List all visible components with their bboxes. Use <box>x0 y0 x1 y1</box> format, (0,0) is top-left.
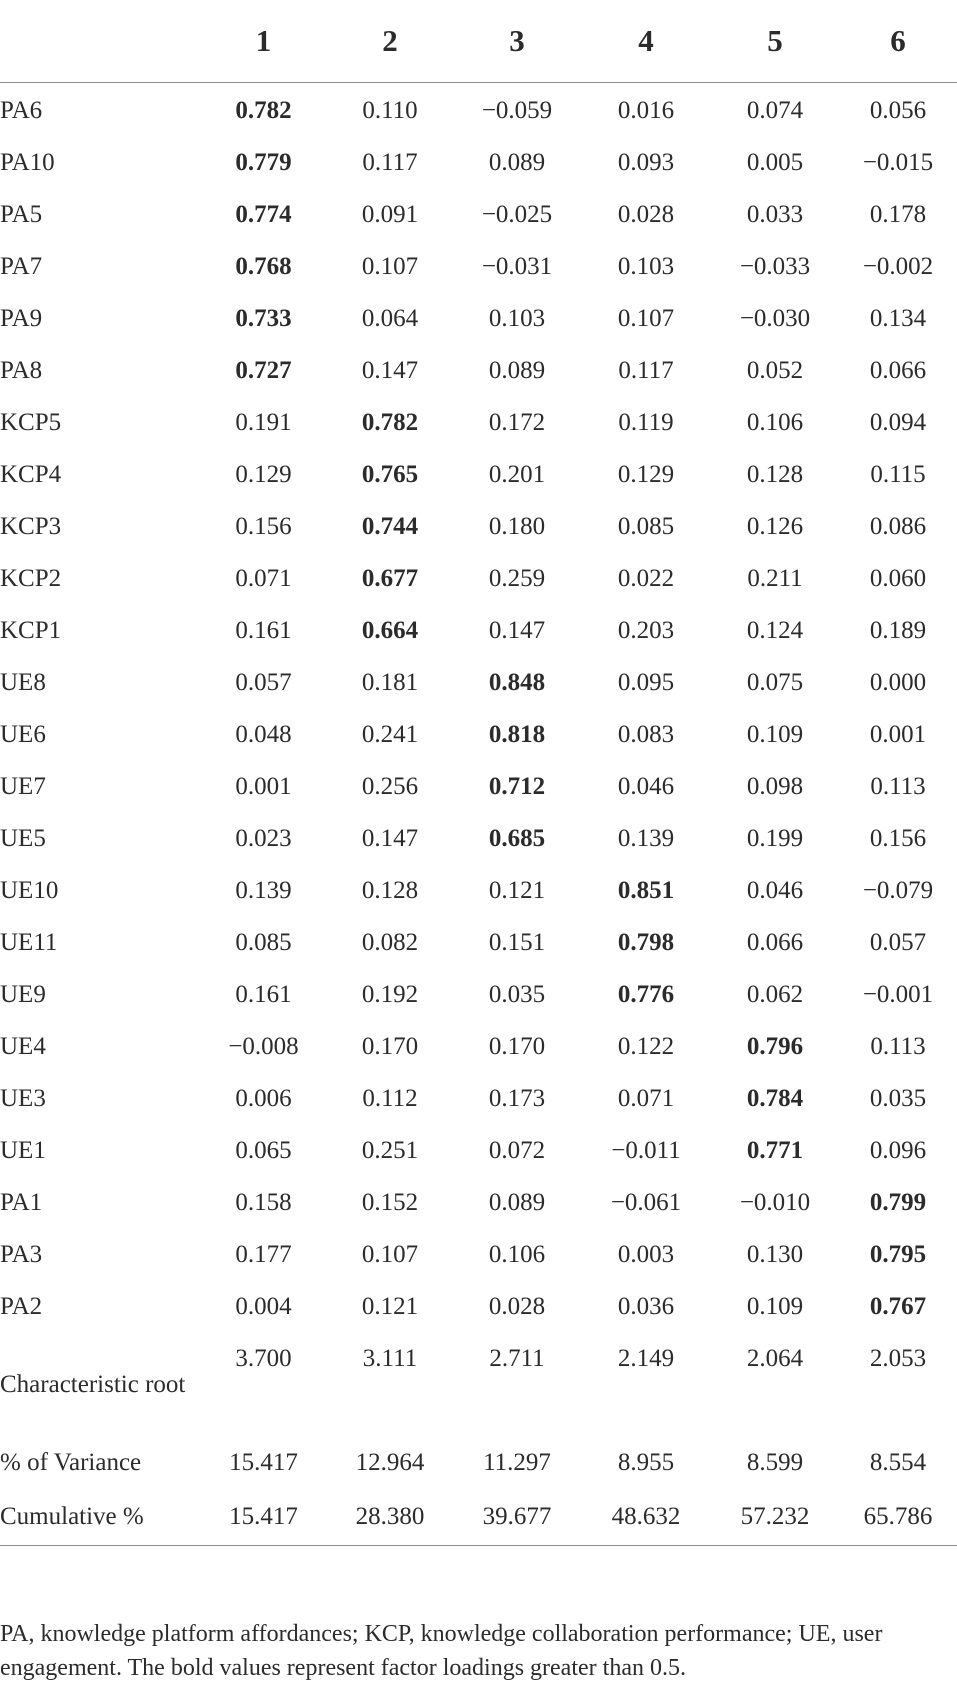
table-cell: 0.259 <box>488 565 546 592</box>
table-cell: 0.199 <box>746 825 804 852</box>
table-cell: 0.103 <box>617 253 675 280</box>
row-label: PA9 <box>0 305 43 332</box>
table-row <box>0 813 957 865</box>
table-row <box>0 241 957 293</box>
table-cell: 0.685 <box>488 825 546 852</box>
table-cell: 57.232 <box>711 1489 839 1546</box>
row-label: PA2 <box>0 1293 43 1320</box>
table-cell: 0.744 <box>361 513 419 540</box>
table-cell: 0.129 <box>617 461 675 488</box>
row-label: PA7 <box>0 253 43 280</box>
table-cell: 0.048 <box>235 721 292 748</box>
table-cell: 0.771 <box>746 1137 804 1164</box>
table-cell: 65.786 <box>839 1489 957 1546</box>
table-cell: 0.028 <box>617 201 675 228</box>
table-cell: 0.071 <box>617 1085 675 1112</box>
table-cell: 0.093 <box>617 149 675 176</box>
table-cell: 0.096 <box>869 1137 927 1164</box>
table-row <box>0 605 957 657</box>
table-cell: 0.089 <box>488 357 546 384</box>
table-cell: 0.733 <box>235 305 292 332</box>
table-cell: 0.172 <box>488 409 546 436</box>
table-row <box>0 501 957 553</box>
table-cell: 0.768 <box>235 253 292 280</box>
table-cell: 0.113 <box>870 1033 926 1060</box>
table-cell: −0.025 <box>481 201 553 228</box>
table-cell: 0.170 <box>361 1033 419 1060</box>
header-cell-factor-5: 5 <box>711 0 839 83</box>
table-cell: 0.211 <box>747 565 803 592</box>
table-cell: 0.060 <box>869 565 927 592</box>
table-cell: 0.776 <box>617 981 675 1008</box>
table-cell: 0.066 <box>746 929 804 956</box>
table-cell: 0.103 <box>488 305 546 332</box>
table-cell: 0.000 <box>869 669 927 696</box>
table-cell: 0.782 <box>235 97 292 124</box>
row-label: UE3 <box>0 1085 46 1112</box>
row-label: UE10 <box>0 877 59 904</box>
header-cell-factor-3: 3 <box>453 0 581 83</box>
table-row <box>0 657 957 709</box>
table-cell: 0.178 <box>869 201 927 228</box>
table-row <box>0 1177 957 1229</box>
table-cell: 0.003 <box>617 1241 675 1268</box>
table-cell: 0.727 <box>235 357 292 384</box>
table-cell: 2.149 <box>617 1345 675 1372</box>
table-cell: 0.074 <box>746 97 804 124</box>
table-cell: 0.795 <box>869 1241 927 1268</box>
table-cell: −0.031 <box>481 253 553 280</box>
table-cell: −0.015 <box>862 149 934 176</box>
table-cell: 0.056 <box>869 97 927 124</box>
table-cell: 0.256 <box>361 773 419 800</box>
table-cell: 0.085 <box>617 513 675 540</box>
table-cell: 0.173 <box>488 1085 546 1112</box>
header-cell-factor-1: 1 <box>200 0 327 83</box>
table-cell: 0.201 <box>488 461 546 488</box>
row-label: UE11 <box>0 929 58 956</box>
table-cell: 0.122 <box>617 1033 675 1060</box>
table-cell: 0.191 <box>235 409 292 436</box>
table-cell: 0.712 <box>488 773 546 800</box>
table-cell: 0.046 <box>746 877 804 904</box>
table-cell: 8.955 <box>617 1449 675 1476</box>
table-cell: 0.192 <box>361 981 419 1008</box>
table-cell: 0.001 <box>869 721 927 748</box>
row-label: PA6 <box>0 97 43 124</box>
table-cell: 48.632 <box>581 1489 711 1546</box>
table-cell: 0.677 <box>361 565 419 592</box>
table-cell: 0.779 <box>235 149 292 176</box>
table-row <box>0 969 957 1021</box>
table-cell: 0.004 <box>235 1293 292 1320</box>
table-cell: 0.848 <box>488 669 546 696</box>
row-label: UE6 <box>0 721 46 748</box>
table-cell: −0.030 <box>739 305 811 332</box>
table-cell: 0.057 <box>235 669 292 696</box>
table-cell: 0.075 <box>746 669 804 696</box>
row-label: PA5 <box>0 201 43 228</box>
table-cell: 2.711 <box>489 1345 545 1372</box>
table-cell: 0.109 <box>746 721 804 748</box>
table-row <box>0 1229 957 1281</box>
table-cell: 0.147 <box>361 825 419 852</box>
table-cell: −0.079 <box>862 877 934 904</box>
table-cell: −0.059 <box>481 97 553 124</box>
row-label: KCP5 <box>0 409 62 436</box>
table-cell: −0.001 <box>862 981 934 1008</box>
table-row <box>0 449 957 501</box>
table-cell: 0.126 <box>746 513 804 540</box>
table-cell: 0.107 <box>361 253 419 280</box>
row-label: PA1 <box>0 1189 43 1216</box>
row-label: PA8 <box>0 357 43 384</box>
table-row <box>0 1021 957 1073</box>
table-cell: −0.008 <box>228 1033 299 1060</box>
table-cell: 0.117 <box>618 357 674 384</box>
table-cell: 0.161 <box>235 981 292 1008</box>
table-cell: 0.117 <box>362 149 418 176</box>
table-row <box>0 1073 957 1125</box>
table-cell: 0.046 <box>617 773 675 800</box>
table-cell: 0.106 <box>488 1241 546 1268</box>
row-label: KCP3 <box>0 513 62 540</box>
table-cell: 11.297 <box>483 1449 551 1476</box>
table-cell: 2.053 <box>869 1345 927 1372</box>
table-cell: 0.147 <box>361 357 419 384</box>
row-label: KCP1 <box>0 617 62 644</box>
table-cell: 0.156 <box>235 513 292 540</box>
table-cell: 0.113 <box>870 773 926 800</box>
table-cell: 0.057 <box>869 929 927 956</box>
table-cell: 15.417 <box>229 1449 298 1476</box>
row-label: % of Variance <box>0 1449 142 1476</box>
row-label: KCP4 <box>0 461 62 488</box>
table-cell: 15.417 <box>200 1489 327 1546</box>
table-cell: 0.083 <box>617 721 675 748</box>
table-row <box>0 293 957 345</box>
table-cell: −0.010 <box>739 1189 811 1216</box>
table-cell: 0.134 <box>869 305 927 332</box>
table-cell: 8.599 <box>746 1449 804 1476</box>
table-cell: 0.147 <box>488 617 546 644</box>
table-cell: 0.767 <box>869 1293 927 1320</box>
table-cell: 0.005 <box>746 149 804 176</box>
table-cell: 2.064 <box>746 1345 804 1372</box>
table-cell: 0.161 <box>235 617 292 644</box>
table-cell: 0.112 <box>362 1085 418 1112</box>
table-cell: 0.071 <box>235 565 292 592</box>
table-footnote: PA, knowledge platform affordances; KCP, knowledge collaboration performance; UE, user engagement. The bold values represent factor loadings greater than 0.5. <box>0 1621 883 1681</box>
table-cell: 0.203 <box>617 617 675 644</box>
table-cell: 0.086 <box>869 513 927 540</box>
row-label: UE8 <box>0 669 46 696</box>
table-row <box>0 83 957 138</box>
table-cell: 0.089 <box>488 149 546 176</box>
table-cell: 0.022 <box>617 565 675 592</box>
table-cell: 0.130 <box>746 1241 804 1268</box>
header-cell-label <box>0 0 200 83</box>
table-cell: 0.006 <box>235 1085 292 1112</box>
table-cell: −0.061 <box>610 1189 682 1216</box>
table-cell: 0.094 <box>869 409 927 436</box>
table-cell: 0.052 <box>746 357 804 384</box>
table-cell: 0.095 <box>617 669 675 696</box>
table-cell: 0.033 <box>746 201 804 228</box>
table-cell: 0.001 <box>235 773 292 800</box>
header-cell-factor-2: 2 <box>327 0 453 83</box>
table-row <box>0 397 957 449</box>
table-row <box>0 553 957 605</box>
table-cell: 0.799 <box>869 1189 927 1216</box>
table-cell: 0.064 <box>361 305 419 332</box>
table-cell: 39.677 <box>453 1489 581 1546</box>
table-cell: 0.115 <box>870 461 926 488</box>
header-cell-factor-6: 6 <box>839 0 957 83</box>
header-row <box>0 0 957 83</box>
table-cell: 0.782 <box>361 409 419 436</box>
table-cell: 0.139 <box>617 825 675 852</box>
table-cell: 0.129 <box>235 461 292 488</box>
table-cell: 0.121 <box>361 1293 419 1320</box>
table-cell: 0.072 <box>488 1137 546 1164</box>
table-body <box>0 83 957 1546</box>
table-cell: 0.066 <box>869 357 927 384</box>
table-cell: 0.139 <box>235 877 292 904</box>
table-cell: 0.241 <box>361 721 419 748</box>
table-cell: 0.121 <box>488 877 546 904</box>
table-cell: 0.107 <box>361 1241 419 1268</box>
table-cell: 28.380 <box>327 1489 453 1546</box>
table-cell: 0.023 <box>235 825 292 852</box>
row-label: PA3 <box>0 1241 43 1268</box>
table-cell: 3.700 <box>235 1345 292 1372</box>
table-cell: 3.111 <box>362 1345 418 1372</box>
table-cell: 8.554 <box>869 1449 927 1476</box>
header-cell-factor-4: 4 <box>581 0 711 83</box>
table-row <box>0 1333 957 1437</box>
row-label: UE4 <box>0 1033 46 1060</box>
table-cell: 0.796 <box>746 1033 804 1060</box>
table-cell: 0.851 <box>617 877 675 904</box>
table-cell: 0.124 <box>746 617 804 644</box>
table-cell: 0.098 <box>746 773 804 800</box>
table-row <box>0 1489 957 1546</box>
row-label: UE1 <box>0 1137 46 1164</box>
table-cell: 0.151 <box>488 929 546 956</box>
row-label: Cumulative % <box>0 1489 200 1546</box>
table-cell: 0.062 <box>746 981 804 1008</box>
table-row <box>0 1437 957 1489</box>
table-cell: 0.128 <box>746 461 804 488</box>
table-cell: 0.181 <box>361 669 419 696</box>
table-cell: 0.035 <box>488 981 546 1008</box>
table-cell: −0.033 <box>739 253 811 280</box>
table-cell: 0.774 <box>235 201 292 228</box>
table-row <box>0 865 957 917</box>
table-cell: 0.664 <box>361 617 419 644</box>
table-cell: 12.964 <box>355 1449 425 1476</box>
table-row <box>0 1281 957 1333</box>
row-label: Characteristic root <box>0 1371 186 1398</box>
row-label: UE9 <box>0 981 46 1008</box>
table-cell: 0.109 <box>746 1293 804 1320</box>
table-cell: 0.798 <box>617 929 675 956</box>
row-label: KCP2 <box>0 565 62 592</box>
table-cell: 0.091 <box>361 201 419 228</box>
table-cell: 0.158 <box>235 1189 292 1216</box>
table-cell: 0.818 <box>488 721 546 748</box>
table-cell: 0.106 <box>746 409 804 436</box>
table-cell: 0.065 <box>235 1137 292 1164</box>
table-cell: 0.128 <box>361 877 419 904</box>
table-cell: 0.107 <box>617 305 675 332</box>
table-cell: 0.189 <box>869 617 927 644</box>
row-label: PA10 <box>0 149 55 176</box>
table-cell: 0.152 <box>361 1189 419 1216</box>
table-cell: 0.180 <box>488 513 546 540</box>
table-row <box>0 137 957 189</box>
table-cell: 0.089 <box>488 1189 546 1216</box>
table-cell: 0.028 <box>488 1293 546 1320</box>
table-cell: 0.119 <box>618 409 674 436</box>
table-row <box>0 1125 957 1177</box>
table-cell: 0.784 <box>746 1085 804 1112</box>
table-cell: 0.170 <box>488 1033 546 1060</box>
table-header <box>0 0 957 83</box>
table-cell: 0.251 <box>361 1137 419 1164</box>
table-cell: 0.765 <box>361 461 419 488</box>
table-cell: 0.177 <box>235 1241 292 1268</box>
table-cell: 0.016 <box>617 97 675 124</box>
table-cell: 0.035 <box>869 1085 927 1112</box>
table-row <box>0 345 957 397</box>
table-cell: 0.085 <box>235 929 292 956</box>
table-row <box>0 189 957 241</box>
table-cell: −0.002 <box>862 253 934 280</box>
row-label: UE7 <box>0 773 46 800</box>
table-cell: 0.110 <box>362 97 418 124</box>
table-cell: −0.011 <box>611 1137 681 1164</box>
table-row <box>0 709 957 761</box>
table-cell: 0.036 <box>617 1293 675 1320</box>
table-cell: 0.156 <box>869 825 927 852</box>
row-label: UE5 <box>0 825 46 852</box>
table-row <box>0 917 957 969</box>
table-cell: 0.082 <box>361 929 419 956</box>
table-row <box>0 761 957 813</box>
